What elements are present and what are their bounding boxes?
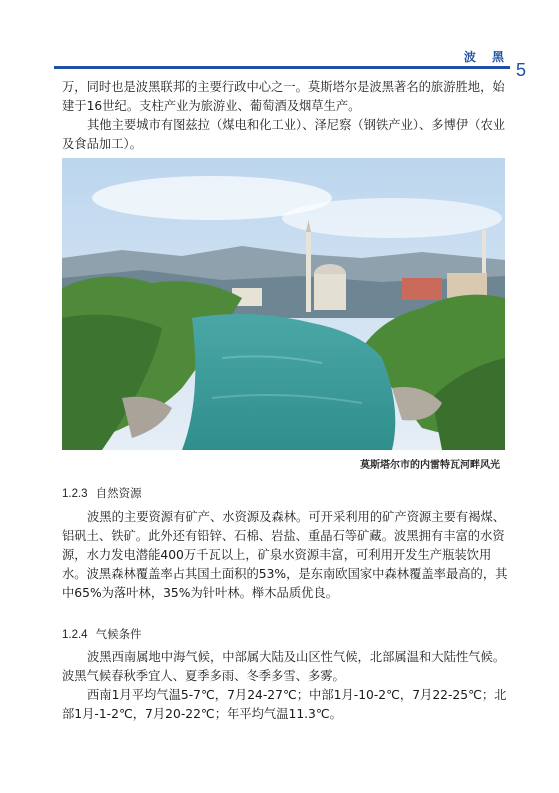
running-header-title: 波 黑 <box>463 50 510 64</box>
climate-paragraph-1: 波黑西南属地中海气候，中部属大陆及山区性气候，北部属温和大陆性气候。波黑气候春秋季宜人、夏季多雨、冬季多雪、多雾。 <box>62 650 506 683</box>
section-title: 气候条件 <box>95 627 142 641</box>
section-number: 1.2.3 <box>62 488 88 500</box>
intro-paragraph-1: 万，同时也是波黑联邦的主要行政中心之一。莫斯塔尔是波黑著名的旅游胜地，始建于16世纪。支柱产业为旅游业、葡萄酒及烟草生产。 <box>62 80 505 113</box>
intro-paragraph-2: 其他主要城市有图兹拉（煤电和化工业）、泽尼察（钢铁产业）、多博伊（农业及食品加工）。 <box>62 118 506 151</box>
header-rule <box>54 66 510 69</box>
section-number: 1.2.4 <box>62 629 88 641</box>
section-heading-climate <box>62 626 362 642</box>
photo-caption: 莫斯塔尔市的内雷特瓦河畔风光 <box>360 460 500 471</box>
page-number: 5 <box>516 60 527 80</box>
section-heading-natural-resources <box>62 485 362 501</box>
mostar-river-photo <box>62 158 505 450</box>
natural-resources-paragraph: 波黑的主要资源有矿产、水资源及森林。可开采利用的矿产资源主要有褐煤、铝矾土、铁矿。此外还有铅锌、石棉、岩盐、重晶石等矿藏。波黑拥有丰富的水资源，水力发电潜能400万千瓦以上，矿泉水资源丰富，可利用开发生产瓶装饮用水。波黑森林覆盖率占其国土面积的53%，是东南欧国家中森林覆盖率最高的，其中65%为落叶林，35%为针叶林。榉木品质优良。 <box>62 510 508 600</box>
section-title: 自然资源 <box>95 486 142 500</box>
climate-paragraph-2: 西南1月平均气温5-7℃，7月24-27℃；中部1月-10-2℃，7月22-25℃；北部1月-1-2℃，7月20-22℃；年平均气温11.3℃。 <box>62 688 507 721</box>
